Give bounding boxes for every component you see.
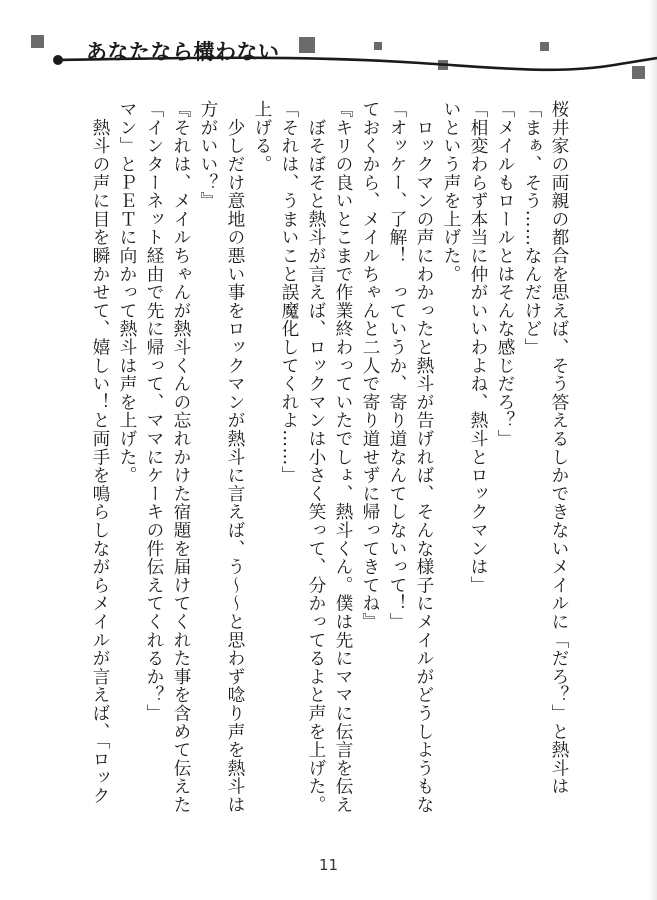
deco-square	[540, 42, 549, 51]
chapter-title: あなたなら構わない	[86, 40, 280, 64]
vertical-body-text: 桜井家の両親の都合を思えば、そう答えるしかできないメイルに「だろ？」と熱斗は 「まぁ、そう……なんだけど」 「メイルもロールとはそんな感じだろ？」 「相変わらず本当に仲がいいわよね、熱斗とロックマンは」 いという声を上げた。 ロックマンの声にわかったと熱斗が告げれば、そんな様子にメイルがどうしようもな 「オッケー、了解！ っていうか、寄り道なんてしないって！」 ておくから、メイルちゃんと二人で寄り道せずに帰ってきてね』 『キリの良いとこまで作業終わっていたでしょ、熱斗くん。僕は先にママに伝言を伝え ぼそぼそと熱斗が言えば、ロックマンは小さく笑って、分かってるよと声を上げた。 「それは、うまいこと誤魔化してくれよ……」 上げる。 少しだけ意地の悪い事をロックマンが熱斗に言えば、う〜〜と思わず唸り声を熱斗は 方がいい？』 『それは、メイルちゃんが熱斗くんの忘れかけた宿題を届けてくれた事を含めて伝えた 「インターネット経由で先に帰って、ママにケーキの件伝えてくれるか？」 マン」とＰＥＴに向かって熱斗は声を上げた。 熱斗の声に目を瞬かせて、嬉しい！と両手を鳴らしながらメイルが言えば、「ロック	[90, 100, 569, 814]
chapter-header	[0, 0, 657, 100]
deco-square	[632, 66, 645, 79]
page-number: 11	[318, 856, 339, 874]
deco-square	[31, 35, 44, 48]
deco-square	[299, 37, 315, 53]
page-edge-shadow	[649, 0, 657, 900]
deco-square	[374, 42, 382, 50]
